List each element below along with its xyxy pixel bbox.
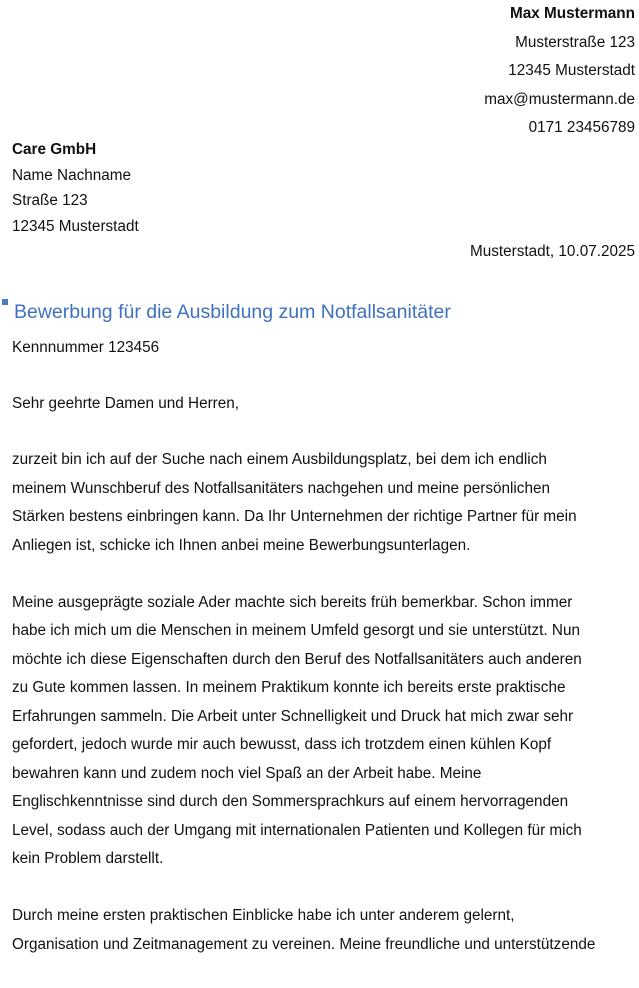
paragraph-line: möchte ich diese Eigenschaften durch den Beruf des Notfallsanitäters auch anderen xyxy=(12,650,582,668)
recipient-block xyxy=(12,137,139,239)
recipient-city: 12345 Musterstadt xyxy=(12,217,139,235)
letter-subject: Bewerbung für die Ausbildung zum Notfallsanitäter xyxy=(14,301,451,323)
sender-city: 12345 Musterstadt xyxy=(508,62,635,79)
paragraph-line: zu Gute kommen lassen. In meinem Praktikum konnte ich bereits erste praktische xyxy=(12,679,566,696)
sender-email: max@mustermann.de xyxy=(484,90,635,108)
paragraph-line: kein Problem darstellt. xyxy=(12,850,164,867)
paragraph-line: Level, sodass auch der Umgang mit internationalen Patienten und Kollegen für mich xyxy=(12,821,582,839)
letter-body xyxy=(12,446,634,988)
subject-marker-icon xyxy=(2,299,8,305)
paragraph-line: gefordert, jedoch wurde mir auch bewusst, dass ich trotzdem einen kühlen Kopf xyxy=(12,736,552,753)
paragraph xyxy=(12,902,634,959)
paragraph-line: Durch meine ersten praktischen Einblicke habe ich unter anderem gelernt, xyxy=(12,907,515,924)
recipient-company: Care GmbH xyxy=(12,141,97,158)
paragraph-line: zurzeit bin ich auf der Suche nach einem Ausbildungsplatz, bei dem ich endlich xyxy=(12,451,547,468)
sender-phone: 0171 23456789 xyxy=(528,119,635,136)
paragraph xyxy=(12,446,634,560)
paragraph-line: Englischkenntnisse sind durch den Sommersprachkurs auf einem hervorragenden xyxy=(12,793,569,810)
sender-name: Max Mustermann xyxy=(510,5,635,22)
salutation: Sehr geehrte Damen und Herren, xyxy=(12,395,240,412)
paragraph-line: Erfahrungen sammeln. Die Arbeit unter Schnelligkeit und Druck hat mich zwar sehr xyxy=(12,707,574,725)
recipient-street: Straße 123 xyxy=(12,192,88,209)
paragraph-line: bewahren kann und zudem noch viel Spaß an der Arbeit habe. Meine xyxy=(12,764,482,782)
paragraph-line: Stärken bestens einbringen kann. Da Ihr Unternehmen der richtige Partner für mein xyxy=(12,508,577,525)
sender-street: Musterstraße 123 xyxy=(515,33,635,51)
paragraph-line: Meine ausgeprägte soziale Ader machte sich bereits früh bemerkbar. Schon immer xyxy=(12,593,573,611)
paragraph-line: habe ich mich um die Menschen in meinem Umfeld gesorgt und sie unterstützt. Nun xyxy=(12,622,580,639)
recipient-contact: Name Nachname xyxy=(12,166,132,184)
sender-block xyxy=(484,0,635,143)
paragraph-line: Organisation und Zeitmanagement zu vereinen. Meine freundliche und unterstützende xyxy=(12,935,596,953)
paragraph-line: meinem Wunschberuf des Notfallsanitäters nachgehen und meine persönlichen xyxy=(12,479,550,497)
letter-date: Musterstadt, 10.07.2025 xyxy=(470,243,635,260)
paragraph xyxy=(12,589,634,874)
reference-number: Kennnummer 123456 xyxy=(12,339,160,356)
paragraph-line: Anliegen ist, schicke ich Ihnen anbei meine Bewerbungsunterlagen. xyxy=(12,536,471,554)
